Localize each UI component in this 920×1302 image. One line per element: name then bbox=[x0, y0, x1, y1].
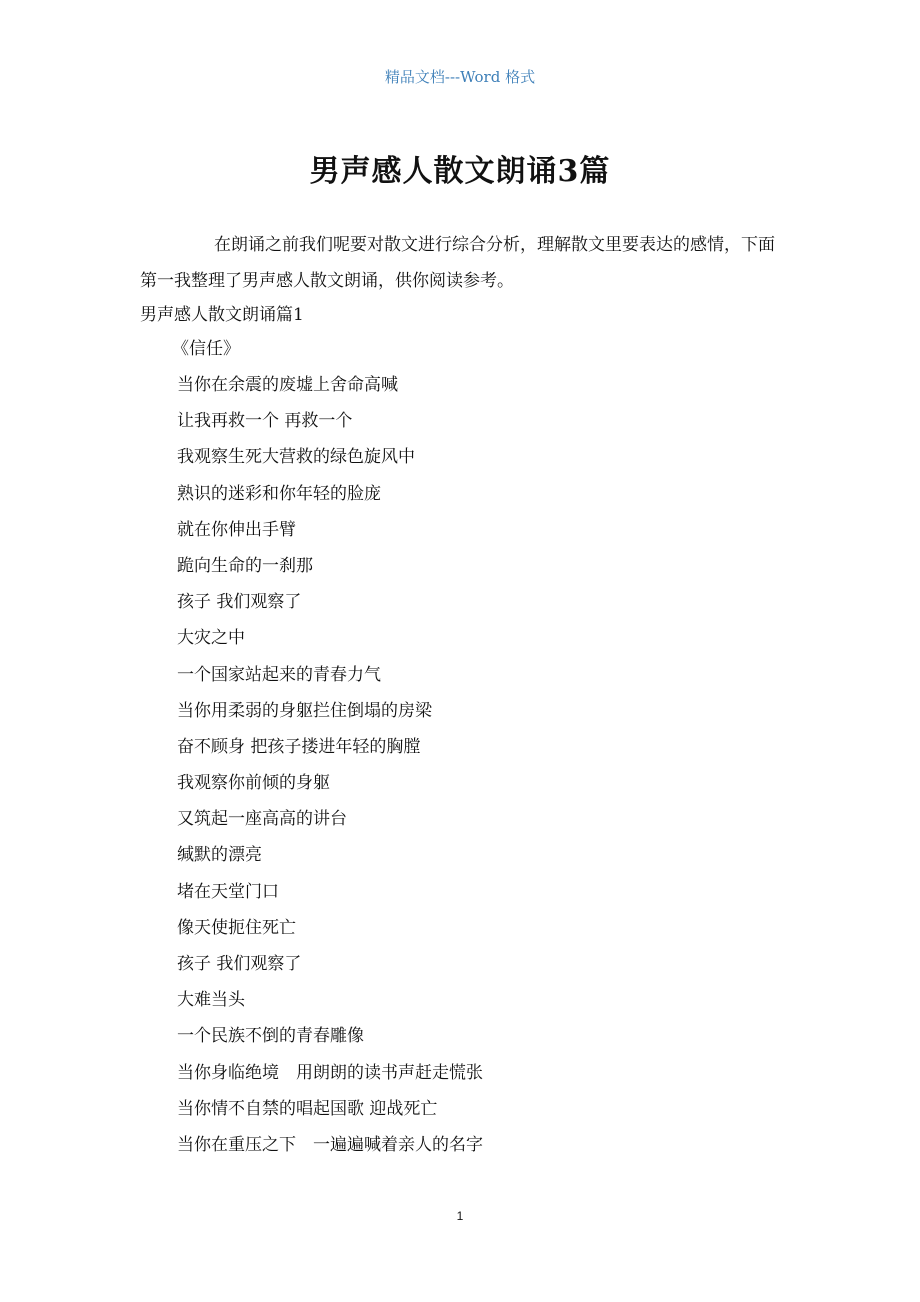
poem-line: 一个民族不倒的青春雕像 bbox=[177, 1026, 364, 1047]
poem-line: 我观察你前倾的身躯 bbox=[177, 773, 330, 794]
document-header: 精品文档---Word 格式 bbox=[384, 68, 536, 86]
poem-line: 跪向生命的一刹那 bbox=[177, 555, 313, 576]
poem-line: 当你在重压之下 一遍遍喊着亲人的名字 bbox=[177, 1134, 483, 1155]
poem-line: 就在你伸出手臂 bbox=[177, 519, 296, 540]
page-number: 1 bbox=[456, 1209, 464, 1223]
intro-paragraph: 在朗诵之前我们呢要对散文进行综合分析，理解散文里要表达的感情，下面第一我整理了男声感人散文朗诵，供你阅读参考。 bbox=[140, 235, 775, 291]
poem-line: 缄默的漂亮 bbox=[177, 845, 262, 866]
poem-line: 当你用柔弱的身躯拦住倒塌的房梁 bbox=[177, 700, 432, 721]
poem-line: 奋不顾身 把孩子搂进年轻的胸膛 bbox=[177, 736, 421, 757]
poem-line: 让我再救一个 再救一个 bbox=[177, 411, 353, 432]
section-heading: 男声感人散文朗诵篇1 bbox=[140, 305, 304, 325]
poem-line: 熟识的迷彩和你年轻的脸庞 bbox=[177, 483, 381, 504]
poem-line: 当你身临绝境 用朗朗的读书声赶走慌张 bbox=[177, 1062, 483, 1083]
poem-line: 大难当头 bbox=[177, 990, 245, 1011]
poem-line: 又筑起一座高高的讲台 bbox=[177, 809, 347, 830]
poem-line: 当你在余震的废墟上舍命高喊 bbox=[177, 375, 398, 395]
poem-line: 堵在天堂门口 bbox=[177, 881, 279, 902]
document-title: 男声感人散文朗诵3篇 bbox=[309, 154, 611, 189]
poem-line: 大灾之中 bbox=[177, 628, 245, 649]
poem bbox=[172, 337, 483, 1169]
poem-title: 《信任》 bbox=[172, 339, 240, 359]
poem-line: 我观察生死大营救的绿色旋风中 bbox=[177, 447, 415, 468]
poem-line: 像天使扼住死亡 bbox=[177, 917, 296, 938]
poem-line: 孩子 我们观察了 bbox=[177, 954, 302, 974]
poem-line: 孩子 我们观察了 bbox=[177, 592, 302, 613]
poem-line: 一个国家站起来的青春力气 bbox=[177, 664, 381, 685]
poem-line: 当你情不自禁的唱起国歌 迎战死亡 bbox=[177, 1098, 438, 1119]
